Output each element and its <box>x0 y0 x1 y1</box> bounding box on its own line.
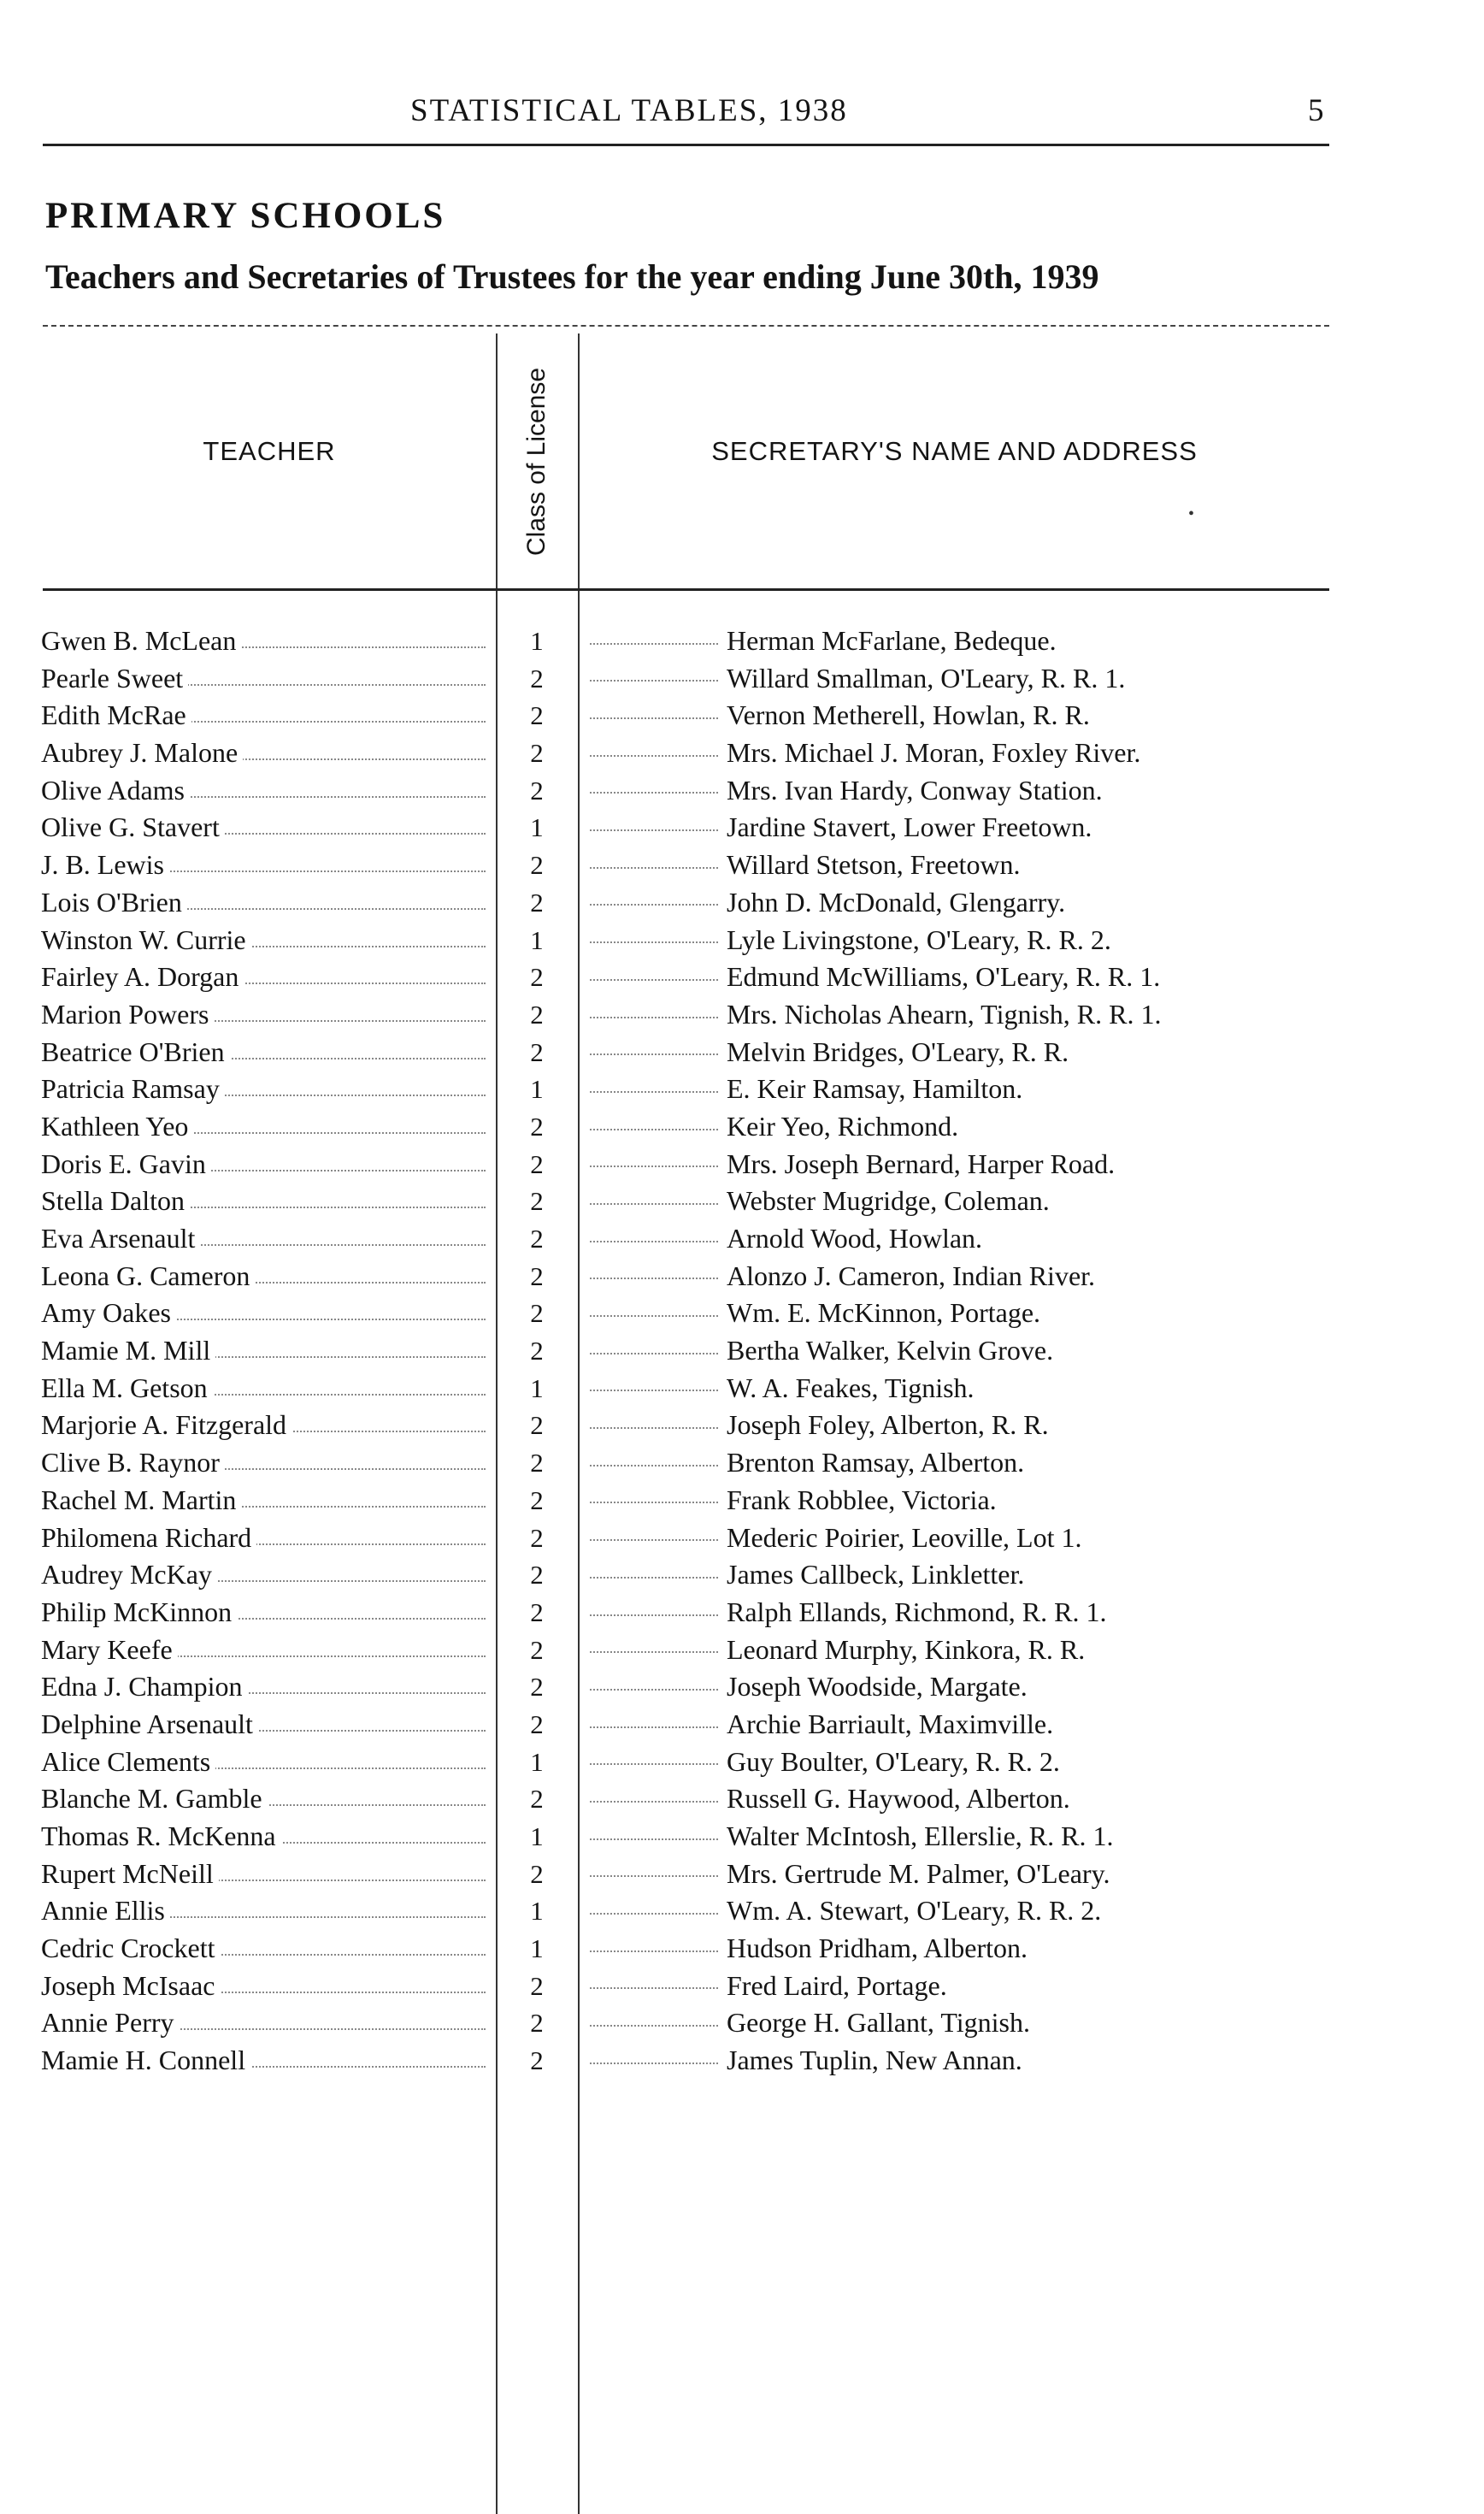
license-class-cell: 2 <box>530 775 544 806</box>
table-row <box>0 1444 1484 1482</box>
teacher-cell <box>41 1034 486 1071</box>
table-row <box>0 996 1484 1034</box>
secretary-name-address: Bertha Walker, Kelvin Grove. <box>727 1335 1054 1366</box>
license-class-cell: 2 <box>530 1148 544 1179</box>
leader-dots <box>590 1614 718 1616</box>
secretary-cell <box>590 1332 1329 1369</box>
secretary-name-address: James Tuplin, New Annan. <box>727 2045 1022 2076</box>
license-class-cell: 2 <box>530 887 544 918</box>
running-head: STATISTICAL TABLES, 1938 <box>410 93 848 128</box>
secretary-cell <box>590 959 1329 995</box>
leader-dots <box>590 1390 718 1391</box>
license-class-cell: 2 <box>530 1484 544 1515</box>
secretary-cell <box>590 1556 1329 1593</box>
secretary-name-address: Fred Laird, Portage. <box>727 1969 947 2001</box>
teacher-name: Amy Oakes <box>41 1297 176 1328</box>
teacher-cell <box>41 1071 486 1107</box>
secretary-cell <box>590 1668 1329 1705</box>
teacher-name: Kathleen Yeo <box>41 1111 193 1142</box>
secretary-cell <box>590 623 1329 659</box>
license-class-cell: 2 <box>530 1224 544 1254</box>
secretary-name-address: Arnold Wood, Howlan. <box>727 1223 983 1254</box>
secretary-cell <box>590 1146 1329 1183</box>
leader-dots <box>590 680 718 682</box>
table-row <box>0 1183 1484 1220</box>
table-row <box>0 1668 1484 1706</box>
table-row <box>0 959 1484 996</box>
table-row <box>0 1258 1484 1295</box>
teacher-cell <box>41 1968 486 2004</box>
license-class-cell: 2 <box>530 850 544 881</box>
teacher-name: Gwen B. McLean <box>41 625 241 656</box>
secretary-cell <box>590 1370 1329 1407</box>
license-class-cell: 2 <box>530 1708 544 1739</box>
secretary-cell <box>590 809 1329 846</box>
leader-dots <box>590 755 718 757</box>
license-class-cell: 2 <box>530 1448 544 1478</box>
secretary-name-address: Brenton Ramsay, Alberton. <box>727 1447 1025 1478</box>
table-row <box>0 1108 1484 1146</box>
leader-dots <box>590 1502 718 1503</box>
leader-dots <box>590 1427 718 1429</box>
secretary-cell <box>590 1856 1329 1892</box>
teacher-name: Rupert McNeill <box>41 1858 219 1889</box>
table-body <box>0 623 1484 2080</box>
secretary-cell <box>590 735 1329 771</box>
secretary-name-address: John D. McDonald, Glengarry. <box>727 886 1066 918</box>
table-row <box>0 1520 1484 1557</box>
table-top-rule <box>43 325 1329 327</box>
license-class-cell: 1 <box>530 1933 544 1964</box>
table-header-rule <box>43 588 1329 591</box>
leader-dots <box>590 941 718 943</box>
table-row <box>0 847 1484 884</box>
secretary-cell <box>590 1108 1329 1145</box>
table-row <box>0 1220 1484 1258</box>
secretary-cell <box>590 1258 1329 1295</box>
teacher-cell <box>41 1780 486 1817</box>
leader-dots <box>590 904 718 906</box>
teacher-name: Clive B. Raynor <box>41 1447 225 1478</box>
secretary-name-address: James Callbeck, Linkletter. <box>727 1559 1025 1590</box>
table-row <box>0 735 1484 772</box>
teacher-name: Audrey McKay <box>41 1559 217 1590</box>
license-class-cell: 2 <box>530 1298 544 1329</box>
license-class-cell: 2 <box>530 1410 544 1441</box>
teacher-name: Rachel M. Martin <box>41 1484 241 1515</box>
license-class-cell: 2 <box>530 1634 544 1665</box>
teacher-cell <box>41 2004 486 2041</box>
secretary-name-address: Alonzo J. Cameron, Indian River. <box>727 1260 1096 1291</box>
teacher-name: Edna J. Champion <box>41 1671 248 1702</box>
teacher-cell <box>41 1856 486 1892</box>
leader-dots <box>590 2063 718 2064</box>
secretary-name-address: Hudson Pridham, Alberton. <box>727 1933 1028 1964</box>
secretary-cell <box>590 1071 1329 1107</box>
leader-dots <box>590 1091 718 1093</box>
leader-dots <box>590 979 718 981</box>
leader-dots <box>590 1689 718 1691</box>
teacher-cell <box>41 1332 486 1369</box>
leader-dots <box>590 1577 718 1579</box>
secretary-name-address: Wm. A. Stewart, O'Leary, R. R. 2. <box>727 1895 1102 1927</box>
secretary-name-address: Mrs. Ivan Hardy, Conway Station. <box>727 774 1103 806</box>
teacher-name: Alice Clements <box>41 1746 215 1777</box>
leader-dots <box>590 1950 718 1952</box>
leader-dots <box>590 1017 718 1018</box>
teacher-cell <box>41 996 486 1033</box>
secretary-cell <box>590 1744 1329 1780</box>
teacher-cell <box>41 772 486 809</box>
leader-dots <box>590 717 718 719</box>
teacher-cell <box>41 1632 486 1668</box>
secretary-cell <box>590 1220 1329 1257</box>
secretary-name-address: Mrs. Michael J. Moran, Foxley River. <box>727 737 1141 769</box>
secretary-cell <box>590 922 1329 959</box>
leader-dots <box>590 2025 718 2027</box>
teacher-cell <box>41 1407 486 1443</box>
table-row <box>0 1594 1484 1632</box>
teacher-cell <box>41 1108 486 1145</box>
table-row <box>0 1071 1484 1108</box>
secretary-cell <box>590 697 1329 734</box>
teacher-cell <box>41 660 486 697</box>
license-class-cell: 1 <box>530 1074 544 1105</box>
secretary-cell <box>590 1034 1329 1071</box>
teacher-name: Blanche M. Gamble <box>41 1783 268 1814</box>
license-class-cell: 2 <box>530 663 544 693</box>
teacher-cell <box>41 1668 486 1705</box>
teacher-name: Olive Adams <box>41 775 190 806</box>
secretary-cell <box>590 996 1329 1033</box>
leader-dots <box>590 1241 718 1242</box>
teacher-cell <box>41 1892 486 1929</box>
table-row <box>0 1818 1484 1856</box>
license-class-cell: 1 <box>530 1372 544 1403</box>
license-class-cell: 2 <box>530 1784 544 1815</box>
teacher-cell <box>41 1370 486 1407</box>
secretary-name-address: Keir Yeo, Richmond. <box>727 1110 959 1142</box>
secretary-cell <box>590 1930 1329 1967</box>
table-row <box>0 697 1484 735</box>
column-header-class: Class of License <box>522 367 551 557</box>
secretary-name-address: Frank Robblee, Victoria. <box>727 1484 997 1515</box>
license-class-cell: 2 <box>530 1560 544 1590</box>
page-number: 5 <box>1308 93 1324 128</box>
secretary-name-address: Willard Stetson, Freetown. <box>727 849 1021 881</box>
license-class-cell: 2 <box>530 1260 544 1291</box>
column-header-class-cell <box>498 342 576 581</box>
secretary-name-address: Walter McIntosh, Ellerslie, R. R. 1. <box>727 1821 1114 1851</box>
table-row <box>0 1856 1484 1893</box>
teacher-cell <box>41 1482 486 1519</box>
secretary-name-address: Willard Smallman, O'Leary, R. R. 1. <box>727 662 1126 693</box>
teacher-cell <box>41 1930 486 1967</box>
teacher-name: Olive G. Stavert <box>41 811 225 842</box>
table-row <box>0 2004 1484 2042</box>
leader-dots <box>590 1166 718 1167</box>
teacher-name: Marjorie A. Fitzgerald <box>41 1409 292 1440</box>
teacher-cell <box>41 1444 486 1481</box>
secretary-cell <box>590 2042 1329 2079</box>
secretary-name-address: Melvin Bridges, O'Leary, R. R. <box>727 1036 1069 1067</box>
teacher-name: Stella Dalton <box>41 1185 190 1216</box>
secretary-cell <box>590 772 1329 809</box>
secretary-name-address: Joseph Woodside, Margate. <box>727 1671 1028 1703</box>
teacher-cell <box>41 1146 486 1183</box>
secretary-name-address: Russell G. Haywood, Alberton. <box>727 1783 1070 1815</box>
table-row <box>0 1632 1484 1669</box>
leader-dots <box>590 1203 718 1205</box>
secretary-cell <box>590 1594 1329 1631</box>
teacher-cell <box>41 1594 486 1631</box>
teacher-cell <box>41 884 486 921</box>
column-header-secretary: SECRETARY'S NAME AND ADDRESS <box>711 436 1198 466</box>
license-class-cell: 1 <box>530 1896 544 1927</box>
leader-dots <box>590 1353 718 1354</box>
table-row <box>0 809 1484 847</box>
license-class-cell: 2 <box>530 700 544 731</box>
teacher-name: Aubrey J. Malone <box>41 737 243 768</box>
teacher-name: Marion Powers <box>41 999 214 1030</box>
license-class-cell: 2 <box>530 1970 544 2001</box>
teacher-cell <box>41 697 486 734</box>
secretary-name-address: Mrs. Joseph Bernard, Harper Road. <box>727 1148 1116 1179</box>
secretary-name-address: Ralph Ellands, Richmond, R. R. 1. <box>727 1596 1107 1627</box>
table-row <box>0 1295 1484 1332</box>
license-class-cell: 2 <box>530 1596 544 1627</box>
secretary-name-address: Joseph Foley, Alberton, R. R. <box>727 1409 1049 1441</box>
leader-dots <box>590 1801 718 1803</box>
teacher-cell <box>41 1520 486 1556</box>
teacher-name: Delphine Arsenault <box>41 1708 258 1739</box>
teacher-name: Pearle Sweet <box>41 663 188 693</box>
leader-dots <box>590 792 718 794</box>
secretary-cell <box>590 1968 1329 2004</box>
table-row <box>0 1146 1484 1183</box>
secretary-name-address: E. Keir Ramsay, Hamilton. <box>727 1073 1023 1105</box>
leader-dots <box>590 1651 718 1653</box>
leader-dots <box>590 1539 718 1541</box>
teacher-cell <box>41 623 486 659</box>
table-row <box>0 2042 1484 2080</box>
license-class-cell: 2 <box>530 2008 544 2039</box>
column-header-teacher: TEACHER <box>203 436 336 466</box>
teacher-name: Annie Perry <box>41 2007 180 2038</box>
secretary-cell <box>590 1706 1329 1743</box>
teacher-name: Philomena Richard <box>41 1522 256 1553</box>
section-title: PRIMARY SCHOOLS <box>45 196 446 236</box>
teacher-name: Mamie H. Connell <box>41 2045 250 2075</box>
license-class-cell: 2 <box>530 1672 544 1703</box>
teacher-cell <box>41 847 486 883</box>
table-row <box>0 1892 1484 1930</box>
secretary-cell <box>590 884 1329 921</box>
secretary-cell <box>590 660 1329 697</box>
table-row <box>0 1332 1484 1370</box>
teacher-name: Patricia Ramsay <box>41 1073 225 1104</box>
license-class-cell: 1 <box>530 812 544 843</box>
secretary-cell <box>590 1892 1329 1929</box>
teacher-name: Ella M. Getson <box>41 1372 213 1403</box>
secretary-name-address: Herman McFarlane, Bedeque. <box>727 625 1057 656</box>
license-class-cell: 2 <box>530 1336 544 1366</box>
teacher-name: Lois O'Brien <box>41 887 187 918</box>
leader-dots <box>590 867 718 869</box>
table-row <box>0 1407 1484 1444</box>
teacher-cell <box>41 735 486 771</box>
leader-dots <box>590 1278 718 1279</box>
teacher-cell <box>41 1258 486 1295</box>
teacher-name: Eva Arsenault <box>41 1223 200 1254</box>
table-row <box>0 1556 1484 1594</box>
section-subtitle: Teachers and Secretaries of Trustees for the year ending June 30th, 1939 <box>45 257 1099 296</box>
secretary-cell <box>590 1632 1329 1668</box>
table-row <box>0 772 1484 810</box>
teacher-name: Edith McRae <box>41 699 191 730</box>
leader-dots <box>590 1987 718 1989</box>
secretary-name-address: Wm. E. McKinnon, Portage. <box>727 1297 1041 1329</box>
teacher-name: Joseph McIsaac <box>41 1970 220 2001</box>
table-row <box>0 1744 1484 1781</box>
teacher-name: Annie Ellis <box>41 1895 170 1926</box>
license-class-cell: 1 <box>530 1746 544 1777</box>
license-class-cell: 2 <box>530 1111 544 1142</box>
table-row <box>0 1930 1484 1968</box>
secretary-name-address: Guy Boulter, O'Leary, R. R. 2. <box>727 1745 1060 1777</box>
leader-dots <box>590 1726 718 1728</box>
table-row <box>0 1482 1484 1520</box>
teacher-cell <box>41 1220 486 1257</box>
secretary-cell <box>590 1520 1329 1556</box>
secretary-cell <box>590 847 1329 883</box>
teacher-cell <box>41 1295 486 1331</box>
leader-dots <box>590 1913 718 1915</box>
license-class-cell: 1 <box>530 626 544 656</box>
leader-dots <box>590 1875 718 1877</box>
license-class-cell: 2 <box>530 1036 544 1067</box>
secretary-cell <box>590 1482 1329 1519</box>
secretary-cell <box>590 1407 1329 1443</box>
secretary-name-address: W. A. Feakes, Tignish. <box>727 1372 975 1403</box>
secretary-name-address: Webster Mugridge, Coleman. <box>727 1185 1050 1217</box>
secretary-cell <box>590 1818 1329 1855</box>
teacher-name: Mary Keefe <box>41 1634 178 1665</box>
teacher-name: Winston W. Currie <box>41 924 251 955</box>
license-class-cell: 2 <box>530 1186 544 1217</box>
secretary-cell <box>590 1780 1329 1817</box>
leader-dots <box>590 829 718 831</box>
secretary-name-address: Mrs. Nicholas Ahearn, Tignish, R. R. 1. <box>727 998 1162 1030</box>
teacher-cell <box>41 1183 486 1219</box>
teacher-cell <box>41 1818 486 1855</box>
leader-dots <box>590 1053 718 1055</box>
secretary-name-address: Archie Barriault, Maximville. <box>727 1708 1054 1739</box>
teacher-name: Beatrice O'Brien <box>41 1036 230 1067</box>
license-class-cell: 2 <box>530 1858 544 1889</box>
table-row <box>0 1706 1484 1744</box>
table-row <box>0 660 1484 698</box>
table-row <box>0 1968 1484 2005</box>
leader-dots <box>590 1315 718 1317</box>
secretary-cell <box>590 1183 1329 1219</box>
teacher-cell <box>41 1556 486 1593</box>
table-row <box>0 1034 1484 1071</box>
secretary-name-address: Lyle Livingstone, O'Leary, R. R. 2. <box>727 924 1111 955</box>
leader-dots <box>590 1129 718 1130</box>
secretary-name-address: George H. Gallant, Tignish. <box>727 2007 1030 2039</box>
secretary-cell <box>590 1444 1329 1481</box>
header-rule <box>43 144 1329 146</box>
license-class-cell: 1 <box>530 1821 544 1851</box>
leader-dots <box>590 1838 718 1840</box>
secretary-name-address: Leonard Murphy, Kinkora, R. R. <box>727 1633 1086 1665</box>
secretary-cell <box>590 1295 1329 1331</box>
teacher-name: Mamie M. Mill <box>41 1335 215 1366</box>
table-row <box>0 884 1484 922</box>
teacher-name: Philip McKinnon <box>41 1596 237 1627</box>
secretary-name-address: Mrs. Gertrude M. Palmer, O'Leary. <box>727 1857 1110 1889</box>
teacher-name: Cedric Crockett <box>41 1933 220 1963</box>
teacher-name: Thomas R. McKenna <box>41 1821 281 1851</box>
secretary-name-address: Edmund McWilliams, O'Leary, R. R. 1. <box>727 961 1161 993</box>
secretary-cell <box>590 2004 1329 2041</box>
license-class-cell: 1 <box>530 924 544 955</box>
table-row <box>0 1780 1484 1818</box>
license-class-cell: 2 <box>530 2045 544 2076</box>
leader-dots <box>590 1465 718 1466</box>
license-class-cell: 2 <box>530 962 544 993</box>
table-row <box>0 1370 1484 1407</box>
table-row <box>0 623 1484 660</box>
teacher-cell <box>41 959 486 995</box>
teacher-name: J. B. Lewis <box>41 849 169 880</box>
table-row <box>0 922 1484 959</box>
teacher-cell <box>41 809 486 846</box>
teacher-cell <box>41 2042 486 2079</box>
teacher-name: Doris E. Gavin <box>41 1148 211 1179</box>
license-class-cell: 2 <box>530 738 544 769</box>
print-speck: • <box>1188 505 1195 523</box>
teacher-cell <box>41 922 486 959</box>
leader-dots <box>590 643 718 645</box>
secretary-name-address: Mederic Poirier, Leoville, Lot 1. <box>727 1521 1082 1553</box>
teacher-cell <box>41 1744 486 1780</box>
teacher-cell <box>41 1706 486 1743</box>
secretary-name-address: Vernon Metherell, Howlan, R. R. <box>727 699 1090 731</box>
license-class-cell: 2 <box>530 999 544 1030</box>
secretary-name-address: Jardine Stavert, Lower Freetown. <box>727 811 1092 843</box>
teacher-name: Fairley A. Dorgan <box>41 961 244 992</box>
teacher-name: Leona G. Cameron <box>41 1260 255 1291</box>
license-class-cell: 2 <box>530 1522 544 1553</box>
leader-dots <box>590 1763 718 1765</box>
